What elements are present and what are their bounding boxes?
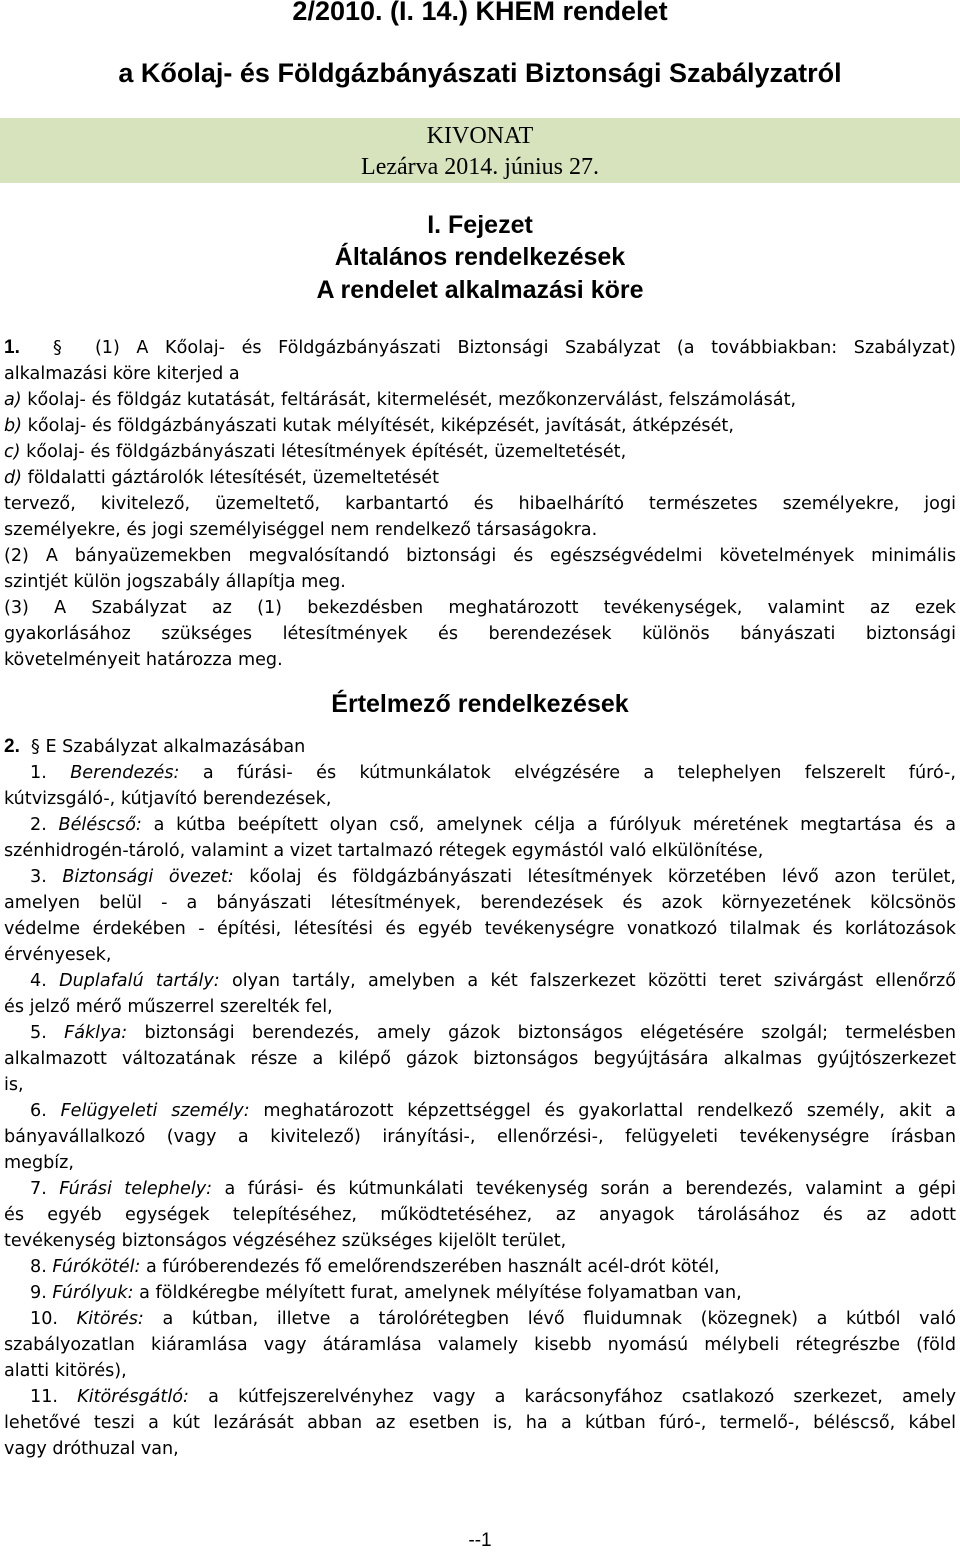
- definition-term: Berendezés:: [70, 763, 180, 783]
- definition-line: érvényesek,: [4, 945, 112, 965]
- item-text: földalatti gáztárolók létesítését, üzemeltetését: [27, 468, 439, 488]
- definition-number: 7.: [30, 1179, 47, 1199]
- definition-term: Duplafalú tartály:: [59, 971, 220, 991]
- definition-text: a fúrási- és kútmunkálatok elvégzésére a telephelyen felszerelt fúró-,: [202, 763, 957, 783]
- definition-text: a kútban, illetve a tárolórétegben lévő fluidumnak (közegnek) a kútból való: [162, 1309, 957, 1329]
- definition-term: Fáklya:: [64, 1023, 128, 1043]
- definition-term: Biztonsági övezet:: [62, 867, 234, 887]
- definition-line: amelyen belül - a bányászati létesítmények, berendezések és azok környezetének kölcsönös: [4, 893, 956, 913]
- par1-tail2: személyekre, és jogi személyiséggel nem rendelkező társaságokra.: [4, 520, 598, 540]
- definition-line: kútvizsgáló-, kútjavító berendezések,: [4, 789, 332, 809]
- par1-p3b: gyakorlásához szükséges létesítmények és berendezések különös bányászati biztonsági: [4, 624, 956, 644]
- definition-number: 5.: [30, 1023, 47, 1043]
- par1-number: 1.: [4, 337, 20, 358]
- item-mark: b): [4, 416, 23, 436]
- definition-number: 9.: [30, 1283, 47, 1303]
- definition-list: [4, 760, 956, 1462]
- definition-text: a földkéregbe mélyített furat, amelynek mélyítése folyamatban van,: [139, 1283, 742, 1303]
- item-mark: d): [4, 468, 23, 488]
- section-title: A rendelet alkalmazási köre: [316, 276, 644, 304]
- definition-line: is,: [4, 1075, 24, 1095]
- definition-text: kőolaj és földgázbányászati létesítmények körzetében lévő azon terület,: [249, 867, 957, 887]
- definitions-heading: Értelmező rendelkezések: [331, 690, 629, 718]
- paragraph-1: [4, 335, 956, 673]
- par1-item-a: [4, 387, 956, 413]
- definition-line: [4, 1020, 956, 1046]
- par1-item-d: [4, 465, 956, 491]
- definition-text: a kútba beépített olyan cső, amelynek célja a fúrólyuk méretének megtartása és a: [153, 815, 956, 835]
- item-mark: c): [4, 442, 21, 462]
- definition-text: a fúróberendezés fő emelőrendszerében használt acél-drót kötél,: [146, 1257, 720, 1277]
- summary-box: [0, 118, 960, 183]
- definition-line: [4, 812, 956, 838]
- item-text: kőolaj- és földgázbányászati létesítmények építését, üzemeltetését,: [26, 442, 627, 462]
- item-mark: a): [4, 390, 22, 410]
- definition-line: [4, 1384, 956, 1410]
- definition-number: 11.: [30, 1387, 58, 1407]
- definition-number: 8.: [30, 1257, 47, 1277]
- definition-line: szabályozatlan kiáramlása vagy átáramlása valamely kisebb nyomású mélybeli rétegrészbe (föld: [4, 1335, 956, 1355]
- par1-tail1: tervező, kivitelező, üzemeltető, karbantartó és hibaelhárító természetes személyekre, jogi: [4, 494, 956, 514]
- par1-item-b: [4, 413, 956, 439]
- definition-number: 3.: [30, 867, 47, 887]
- document-title: 2/2010. (I. 14.) KHEM rendelet: [292, 0, 668, 26]
- definition-line: [4, 1306, 956, 1332]
- item-text: kőolaj- és földgáz kutatását, feltárását, kitermelését, mezőkonzerválást, felszámolását,: [27, 390, 797, 410]
- definition-line: [4, 1280, 956, 1306]
- definition-line: és egyéb egységek telepítéséhez, működtetéséhez, az anyagok tárolásához és az adott: [4, 1205, 956, 1225]
- par1-item-c: [4, 439, 956, 465]
- par2-intro-text: E Szabályzat alkalmazásában: [45, 737, 306, 757]
- par2-intro: [4, 734, 956, 760]
- definition-line: [4, 1176, 956, 1202]
- definition-number: 6.: [30, 1101, 47, 1121]
- section-sign: §: [31, 737, 40, 757]
- par1-p3a: (3) A Szabályzat az (1) bekezdésben meghatározott tevékenységek, valamint az ezek: [4, 598, 956, 618]
- par1-p2b: szintjét külön jogszabály állapítja meg.: [4, 572, 346, 592]
- definition-number: 4.: [30, 971, 47, 991]
- definition-line: védelme érdekében - építési, létesítési és egyéb tevékenységre vonatkozó tilalmak és korlátozások: [4, 919, 956, 939]
- definition-line: és jelző mérő műszerrel szerelték fel,: [4, 997, 333, 1017]
- closing-date: Lezárva 2014. június 27.: [361, 154, 599, 180]
- par1-line1-text: (1) A Kőolaj- és Földgázbányászati Biztonsági Szabályzat (a továbbiakban: Szabályzat): [94, 338, 957, 358]
- page-number: --1: [468, 1530, 492, 1551]
- definition-text: a kútfejszerelvényhez vagy a karácsonyfához csatlakozó szerkezet, amely: [208, 1387, 957, 1407]
- definition-term: Kitörés:: [76, 1309, 144, 1329]
- par2-number: 2.: [4, 736, 20, 757]
- definition-text: olyan tartály, amelyben a két falszerkezet közötti teret szivárgást ellenőrző: [231, 971, 957, 991]
- chapter-number: I. Fejezet: [427, 211, 533, 239]
- definition-line: [4, 1254, 956, 1280]
- definition-line: szénhidrogén-tároló, valamint a vizet tartalmazó rétegek egymástól való elkülönítése,: [4, 841, 764, 861]
- par1-p3c: követelményeit határozza meg.: [4, 650, 283, 670]
- definition-line: vagy dróthuzal van,: [4, 1439, 179, 1459]
- definition-line: lehetővé teszi a kút lezárását abban az esetben is, ha a kútban fúró-, termelő-, béléscső, kábel: [4, 1413, 956, 1433]
- definition-line: alkalmazott változatának része a kilépő gázok biztonságos begyújtására alkalmas gyújtószerkezet: [4, 1049, 956, 1069]
- summary-label: KIVONAT: [426, 123, 534, 149]
- definition-line: [4, 864, 956, 890]
- definition-term: Béléscső:: [58, 815, 142, 835]
- definition-number: 10.: [30, 1309, 58, 1329]
- definition-number: 1.: [30, 763, 47, 783]
- chapter-title: Általános rendelkezések: [334, 243, 626, 271]
- definition-text: biztonsági berendezés, amely gázok biztonságos elégetésére szolgál; termelésben: [144, 1023, 956, 1043]
- definition-line: bányavállalkozó (vagy a kivitelező) irányítási-, ellenőrzési-, felügyeleti tevékenységre írásban: [4, 1127, 956, 1147]
- definition-line: [4, 968, 956, 994]
- document-subtitle: a Kőolaj- és Földgázbányászati Biztonsági Szabályzatról: [118, 58, 842, 88]
- paragraph-2: [4, 734, 956, 1462]
- definition-line: tevékenység biztonságos végzéséhez szükséges kijelölt terület,: [4, 1231, 567, 1251]
- definition-term: Felügyeleti személy:: [60, 1101, 250, 1121]
- definition-line: [4, 760, 956, 786]
- par1-line1: [4, 335, 956, 361]
- definition-line: megbíz,: [4, 1153, 75, 1173]
- definition-line: alatti kitörés),: [4, 1361, 127, 1381]
- definition-term: Fúrási telephely:: [59, 1179, 213, 1199]
- item-text: kőolaj- és földgázbányászati kutak mélyítését, kiképzését, javítását, átképzését,: [27, 416, 734, 436]
- definition-text: meghatározott képzettséggel és gyakorlattal rendelkező személy, akit a: [263, 1101, 957, 1121]
- definition-term: Fúrókötél:: [52, 1257, 141, 1277]
- definition-number: 2.: [30, 815, 47, 835]
- par1-p2a: (2) A bányaüzemekben megvalósítandó biztonsági és egészségvédelmi követelmények minimális: [4, 546, 956, 566]
- definition-line: [4, 1098, 956, 1124]
- par1-line2: alkalmazási köre kiterjed a: [4, 364, 240, 384]
- definition-term: Fúrólyuk:: [52, 1283, 134, 1303]
- definition-text: a fúrási- és kútmunkálati tevékenység során a berendezés, valamint a gépi: [224, 1179, 957, 1199]
- definition-term: Kitörésgátló:: [77, 1387, 189, 1407]
- section-sign: §: [53, 338, 62, 358]
